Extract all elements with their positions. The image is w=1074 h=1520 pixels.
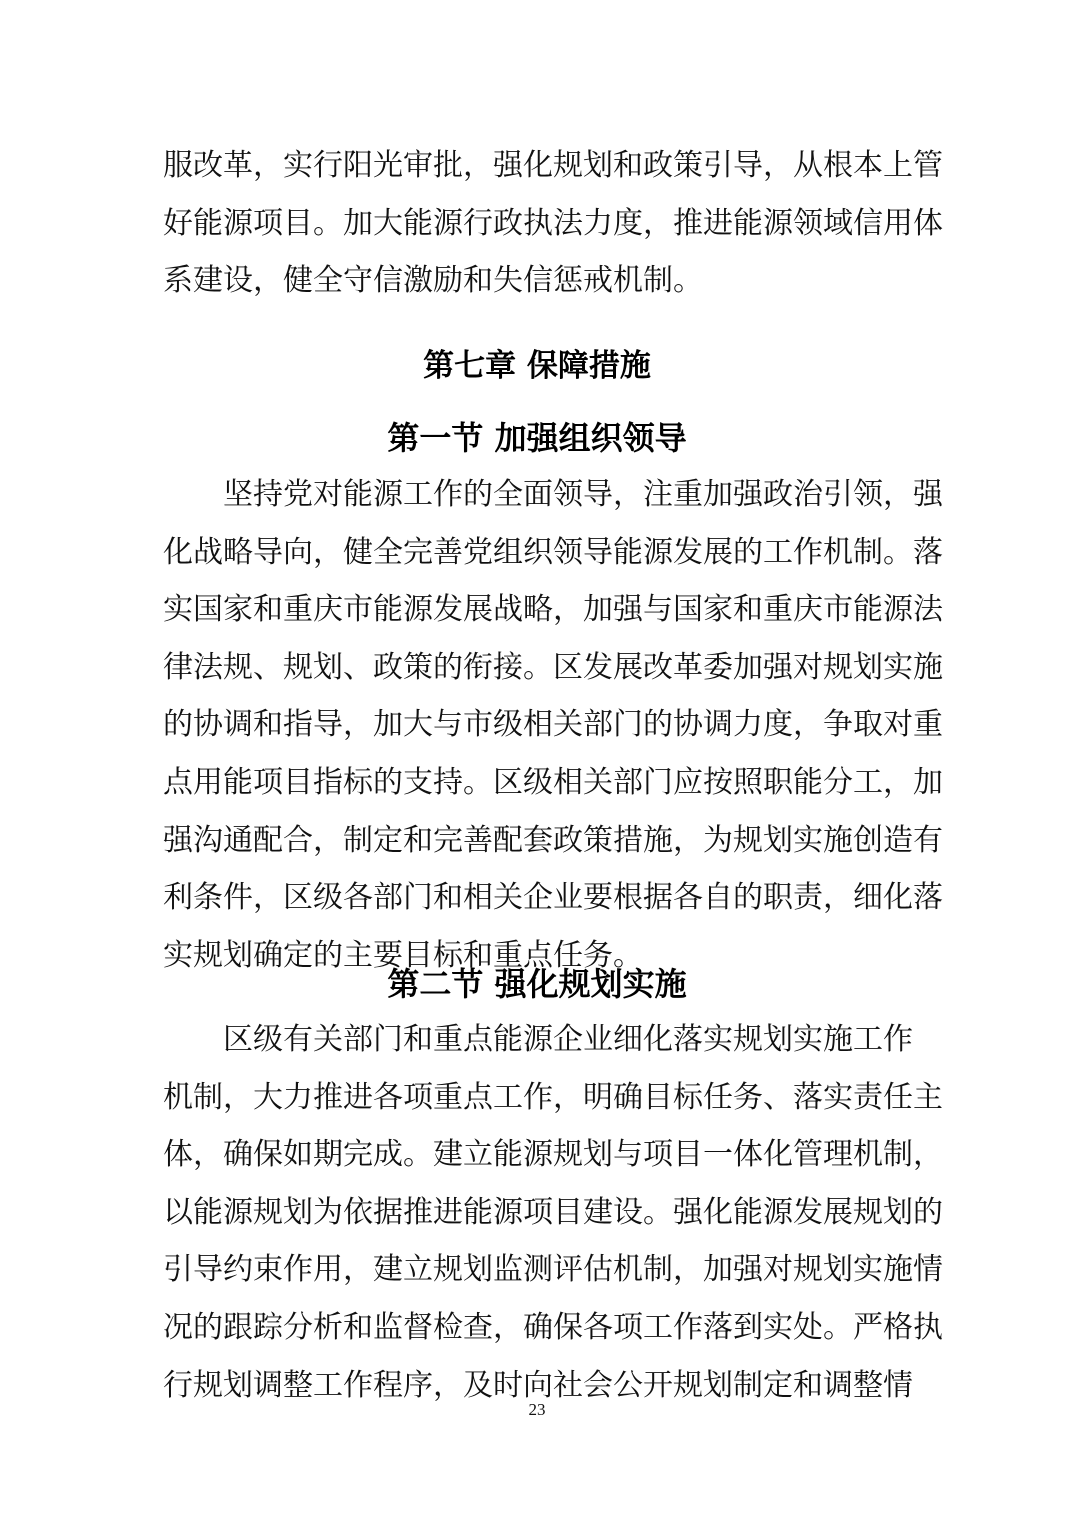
paragraph-line: 服改革，实行阳光审批，强化规划和政策引导，从根本上管	[163, 148, 943, 183]
paragraph-line: 机制，大力推进各项重点工作，明确目标任务、落实责任主	[163, 1079, 943, 1115]
paragraph-line: 强沟通配合，制定和完善配套政策措施，为规划实施创造有	[163, 822, 943, 858]
section-title: 第二节 强化规划实施	[387, 965, 687, 1003]
paragraph-line: 的协调和指导，加大与市级相关部门的协调力度，争取对重	[163, 707, 943, 743]
paragraph-line: 以能源规划为依据推进能源项目建设。强化能源发展规划的	[163, 1194, 943, 1230]
paragraph-line: 点用能项目指标的支持。区级相关部门应按照职能分工，加	[163, 764, 943, 800]
paragraph-line: 利条件，区级各部门和相关企业要根据各自的职责，细化落	[163, 880, 943, 916]
paragraph-line: 引导约束作用，建立规划监测评估机制，加强对规划实施情	[163, 1252, 943, 1288]
paragraph-line: 好能源项目。加大能源行政执法力度，推进能源领域信用体	[163, 205, 943, 241]
paragraph-line: 系建设，健全守信激励和失信惩戒机制。	[163, 263, 703, 299]
paragraph-line: 实国家和重庆市能源发展战略，加强与国家和重庆市能源法	[163, 592, 943, 628]
section2-paragraph	[163, 1011, 943, 1414]
paragraph-line: 行规划调整工作程序，及时向社会公开规划制定和调整情	[163, 1367, 913, 1403]
chapter-title: 第七章 保障措施	[423, 348, 651, 384]
paragraph-line: 坚持党对能源工作的全面领导，注重加强政治引领，强	[223, 477, 943, 512]
section-title: 第一节 加强组织领导	[387, 419, 687, 457]
paragraph-line: 况的跟踪分析和监督检查，确保各项工作落到实处。严格执	[163, 1309, 943, 1345]
intro-paragraph	[163, 137, 943, 310]
paragraph-line: 化战略导向，健全完善党组织领导能源发展的工作机制。落	[163, 534, 943, 570]
paragraph-line: 体，确保如期完成。建立能源规划与项目一体化管理机制，	[163, 1137, 943, 1173]
section1-paragraph	[163, 466, 943, 984]
page-number: 23	[528, 1400, 546, 1419]
paragraph-line: 实规划确定的主要目标和重点任务。	[163, 937, 643, 973]
paragraph-line: 律法规、规划、政策的衔接。区发展改革委加强对规划实施	[163, 649, 943, 685]
paragraph-line: 区级有关部门和重点能源企业细化落实规划实施工作	[223, 1022, 913, 1057]
